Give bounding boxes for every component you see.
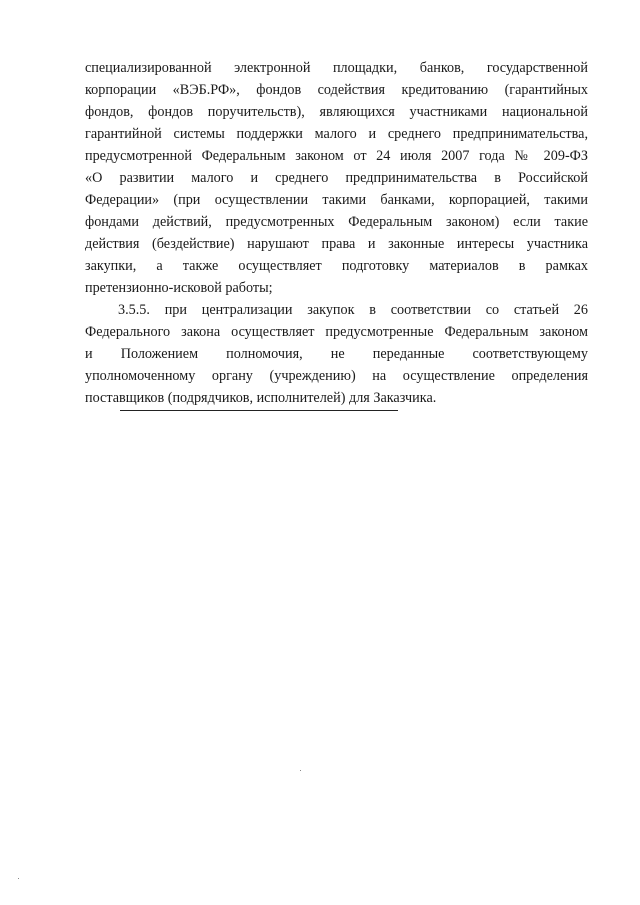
paragraph-line: Федерального закона осуществляет предусмотренные Федеральным законом	[85, 324, 588, 340]
paragraph-line: корпорации «ВЭБ.РФ», фондов содействия кредитованию (гарантийных	[85, 82, 588, 98]
clause-3-5-5-first-line: 3.5.5. при централизации закупок в соответствии со статьей 26	[118, 302, 588, 318]
paragraph-line: фондами действий, предусмотренных Федеральным законом) если такие	[85, 214, 588, 230]
paragraph-line: фондов, фондов поручительств), являющихся участниками национальной	[85, 104, 588, 120]
end-of-document-rule	[120, 410, 398, 411]
paragraph-line-end: претензионно-исковой работы;	[85, 280, 273, 296]
scan-speck	[300, 770, 301, 771]
paragraph-line: Федерации» (при осуществлении такими банками, корпорацией, такими	[85, 192, 588, 208]
paragraph-line: уполномоченному органу (учреждению) на осуществление определения	[85, 368, 588, 384]
paragraph-line: специализированной электронной площадки, банков, государственной	[85, 60, 588, 76]
paragraph-line: гарантийной системы поддержки малого и среднего предпринимательства,	[85, 126, 588, 142]
paragraph-line: и Положением полномочия, не переданные соответствующему	[85, 346, 588, 362]
paragraph-line: действия (бездействие) нарушают права и законные интересы участника	[85, 236, 588, 252]
paragraph-line: закупки, а также осуществляет подготовку материалов в рамках	[85, 258, 588, 274]
paragraph-line: «О развитии малого и среднего предпринимательства в Российской	[85, 170, 588, 186]
paragraph-line-end: поставщиков (подрядчиков, исполнителей) для Заказчика.	[85, 390, 437, 406]
scan-speck	[18, 878, 19, 879]
paragraph-line: предусмотренной Федеральным законом от 24 июля 2007 года № 209-ФЗ	[85, 148, 588, 164]
